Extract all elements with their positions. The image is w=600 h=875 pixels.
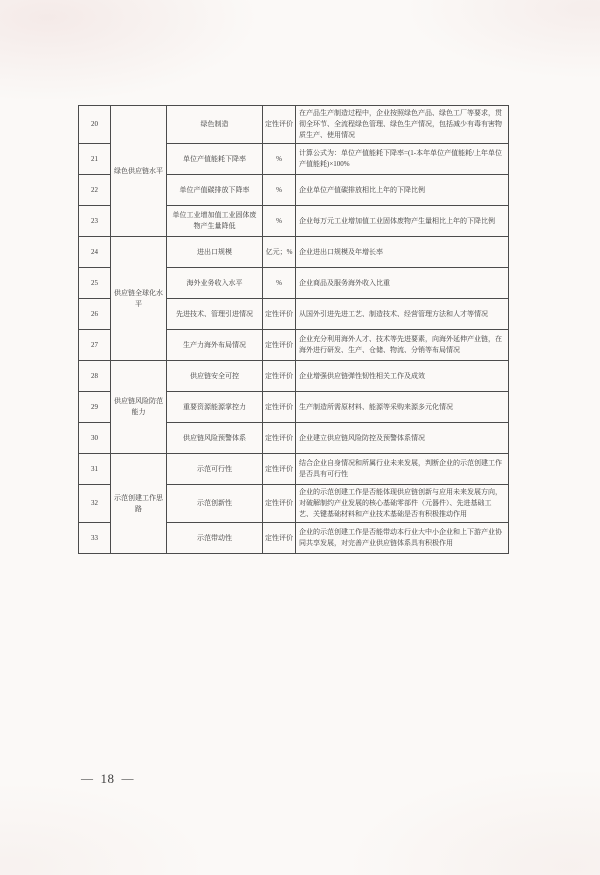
indicator-cell: 绿色制造 (167, 106, 263, 144)
description-cell: 企业的示范创建工作是否能体现供应链创新与应用未来发展方向，对破解制约产业发展的核心基础零部件（元器件）、先进基础工艺、关键基础材料和产业技术基础是否有积极推动作用 (296, 485, 509, 523)
unit-cell: 定性评价 (263, 485, 296, 523)
indicator-cell: 生产力海外布局情况 (167, 330, 263, 361)
category-cell: 绿色供应链水平 (111, 106, 167, 237)
unit-cell: 定性评价 (263, 106, 296, 144)
indicator-cell: 示范可行性 (167, 454, 263, 485)
unit-cell: 定性评价 (263, 392, 296, 423)
row-number-cell: 27 (79, 330, 111, 361)
description-cell: 企业每万元工业增加值工业固体废物产生量相比上年的下降比例 (296, 206, 509, 237)
description-cell: 企业单位产值碳排放相比上年的下降比例 (296, 175, 509, 206)
indicator-cell: 先进技术、管理引进情况 (167, 299, 263, 330)
page-number: 18 (100, 771, 115, 786)
indicator-cell: 单位产值碳排放下降率 (167, 175, 263, 206)
unit-cell: 定性评价 (263, 299, 296, 330)
unit-cell: % (263, 175, 296, 206)
row-number-cell: 30 (79, 423, 111, 454)
unit-cell: % (263, 268, 296, 299)
row-number-cell: 29 (79, 392, 111, 423)
row-number-cell: 28 (79, 361, 111, 392)
description-cell: 在产品生产制造过程中，企业按照绿色产品、绿色工厂等要求，贯彻全环节、全流程绿色管理、绿色生产情况，包括减少有毒有害物质生产、使用情况 (296, 106, 509, 144)
row-number-cell: 25 (79, 268, 111, 299)
category-cell: 供应链全球化水平 (111, 237, 167, 361)
unit-cell: 亿元；% (263, 237, 296, 268)
table-row (79, 106, 509, 144)
row-number-cell: 31 (79, 454, 111, 485)
unit-cell: 定性评价 (263, 423, 296, 454)
indicator-cell: 示范创新性 (167, 485, 263, 523)
unit-cell: % (263, 144, 296, 175)
indicator-cell: 进出口规模 (167, 237, 263, 268)
row-number-cell: 21 (79, 144, 111, 175)
page-footer (74, 771, 141, 787)
table-row (79, 361, 509, 392)
row-number-cell: 33 (79, 523, 111, 554)
footer-dash-left: — (81, 771, 94, 785)
unit-cell: % (263, 206, 296, 237)
description-cell: 企业增强供应链弹性韧性相关工作及成效 (296, 361, 509, 392)
evaluation-table (78, 105, 509, 554)
description-cell: 生产制造所需原材料、能源等采购来源多元化情况 (296, 392, 509, 423)
indicator-cell: 单位工业增加值工业固体废物产生量降低 (167, 206, 263, 237)
row-number-cell: 22 (79, 175, 111, 206)
indicator-cell: 海外业务收入水平 (167, 268, 263, 299)
indicator-cell: 单位产值能耗下降率 (167, 144, 263, 175)
row-number-cell: 23 (79, 206, 111, 237)
unit-cell: 定性评价 (263, 523, 296, 554)
row-number-cell: 26 (79, 299, 111, 330)
unit-cell: 定性评价 (263, 330, 296, 361)
description-cell: 企业充分利用海外人才、技术等先进要素，向海外延伸产业链，在海外进行研发、生产、仓储、物流、分销等布局情况 (296, 330, 509, 361)
row-number-cell: 32 (79, 485, 111, 523)
description-cell: 企业建立供应链风险防控及预警体系情况 (296, 423, 509, 454)
indicator-cell: 重要资源能源掌控力 (167, 392, 263, 423)
footer-dash-right: — (121, 771, 134, 785)
table-row (79, 237, 509, 268)
category-cell: 示范创建工作思路 (111, 454, 167, 554)
description-cell: 企业商品及服务海外收入比重 (296, 268, 509, 299)
description-cell: 从国外引进先进工艺、制造技术、经营管理方法和人才等情况 (296, 299, 509, 330)
unit-cell: 定性评价 (263, 454, 296, 485)
row-number-cell: 24 (79, 237, 111, 268)
indicator-cell: 供应链安全可控 (167, 361, 263, 392)
indicator-cell: 示范带动性 (167, 523, 263, 554)
evaluation-table-body (79, 106, 509, 554)
description-cell: 企业的示范创建工作是否能带动本行业大中小企业和上下游产业协同共享发展，对完善产业供应链体系具有积极作用 (296, 523, 509, 554)
description-cell: 计算公式为：单位产值能耗下降率=(1-本年单位产值能耗/上年单位产值能耗)×100% (296, 144, 509, 175)
row-number-cell: 20 (79, 106, 111, 144)
category-cell: 供应链风险防范能力 (111, 361, 167, 454)
table-row (79, 454, 509, 485)
description-cell: 结合企业自身情况和所属行业未来发展，判断企业的示范创建工作是否具有可行性 (296, 454, 509, 485)
indicator-cell: 供应链风险预警体系 (167, 423, 263, 454)
unit-cell: 定性评价 (263, 361, 296, 392)
description-cell: 企业进出口规模及年增长率 (296, 237, 509, 268)
